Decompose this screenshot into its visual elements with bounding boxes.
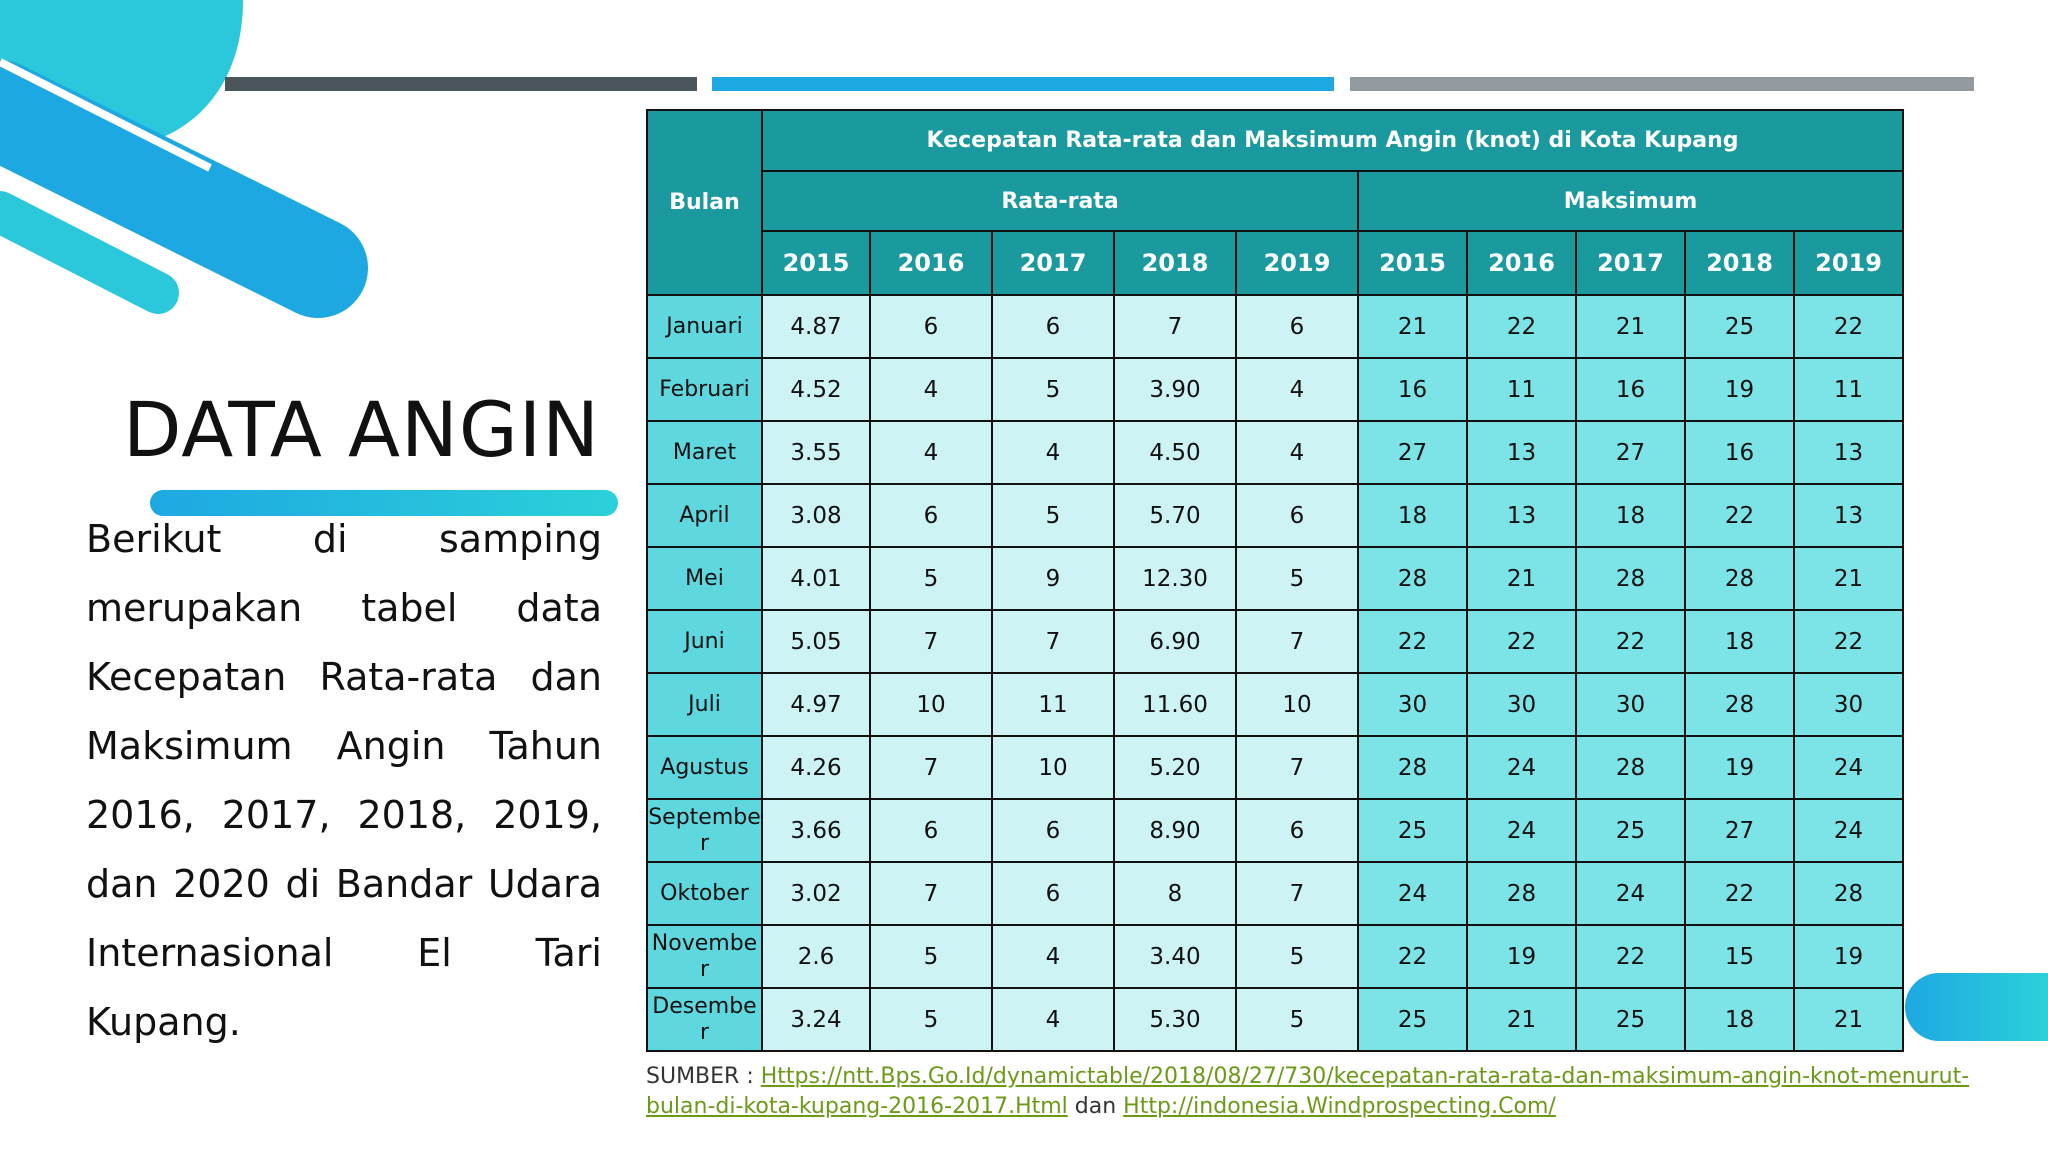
max-value-cell: 19 — [1794, 925, 1903, 988]
avg-value-cell: 4 — [870, 421, 992, 484]
max-value-cell: 19 — [1685, 736, 1794, 799]
page-title: DATA ANGIN — [123, 385, 600, 474]
avg-value-cell: 5 — [1236, 988, 1358, 1051]
max-value-cell: 30 — [1358, 673, 1467, 736]
avg-value-cell: 7 — [870, 736, 992, 799]
avg-value-cell: 8.90 — [1114, 799, 1236, 862]
year-header-max-2017: 2017 — [1576, 231, 1685, 295]
max-value-cell: 25 — [1576, 988, 1685, 1051]
table-row — [647, 295, 1903, 358]
avg-value-cell: 3.55 — [762, 421, 870, 484]
source-link-bps[interactable]: Https://ntt.Bps.Go.Id/dynamictable/2018/08/27/730/kecepatan-rata-rata-dan-maksimum-angin-knot-menurut-bulan-di-kota-kupang-2016-2017.Html — [646, 1064, 1970, 1119]
max-value-cell: 22 — [1467, 295, 1576, 358]
avg-value-cell: 7 — [870, 862, 992, 925]
avg-value-cell: 6 — [870, 484, 992, 547]
avg-value-cell: 12.30 — [1114, 547, 1236, 610]
avg-value-cell: 4 — [1236, 358, 1358, 421]
max-value-cell: 22 — [1358, 610, 1467, 673]
avg-value-cell: 6.90 — [1114, 610, 1236, 673]
table-row — [647, 799, 1903, 862]
avg-value-cell: 5.20 — [1114, 736, 1236, 799]
max-value-cell: 22 — [1467, 610, 1576, 673]
month-cell: Oktober — [647, 862, 762, 925]
max-value-cell: 24 — [1576, 862, 1685, 925]
max-value-cell: 21 — [1576, 295, 1685, 358]
max-value-cell: 25 — [1358, 799, 1467, 862]
max-value-cell: 24 — [1467, 736, 1576, 799]
max-value-cell: 13 — [1467, 484, 1576, 547]
max-value-cell: 27 — [1685, 799, 1794, 862]
max-value-cell: 16 — [1685, 421, 1794, 484]
max-value-cell: 11 — [1794, 358, 1903, 421]
header-bar-gray — [1350, 77, 1974, 91]
max-value-cell: 19 — [1467, 925, 1576, 988]
month-cell: September — [647, 799, 762, 862]
max-value-cell: 19 — [1685, 358, 1794, 421]
description-text: Berikut di samping merupakan tabel data Kecepatan Rata-rata dan Maksimum Angin Tahun 2016, 2017, 2018, 2019, dan 2020 di Bandar Udara Internasional El Tari Kupang. — [86, 517, 602, 1044]
avg-value-cell: 9 — [992, 547, 1114, 610]
avg-value-cell: 5.70 — [1114, 484, 1236, 547]
source-connector: dan — [1067, 1094, 1124, 1119]
year-header-avg-2019: 2019 — [1236, 231, 1358, 295]
avg-value-cell: 6 — [992, 295, 1114, 358]
avg-value-cell: 6 — [992, 799, 1114, 862]
avg-value-cell: 7 — [992, 610, 1114, 673]
max-value-cell: 21 — [1467, 547, 1576, 610]
max-value-cell: 22 — [1576, 610, 1685, 673]
month-cell: Januari — [647, 295, 762, 358]
max-value-cell: 28 — [1358, 736, 1467, 799]
max-value-cell: 18 — [1685, 610, 1794, 673]
avg-value-cell: 5 — [870, 547, 992, 610]
decorative-pill-bottom-right — [1905, 973, 2048, 1041]
avg-value-cell: 7 — [1236, 610, 1358, 673]
avg-value-cell: 7 — [1236, 862, 1358, 925]
avg-value-cell: 5 — [870, 988, 992, 1051]
year-header-max-2016: 2016 — [1467, 231, 1576, 295]
table-title: Kecepatan Rata-rata dan Maksimum Angin (knot) di Kota Kupang — [762, 110, 1903, 171]
max-value-cell: 22 — [1576, 925, 1685, 988]
month-cell: November — [647, 925, 762, 988]
max-value-cell: 30 — [1576, 673, 1685, 736]
max-value-cell: 25 — [1358, 988, 1467, 1051]
avg-value-cell: 3.90 — [1114, 358, 1236, 421]
max-value-cell: 27 — [1576, 421, 1685, 484]
max-value-cell: 22 — [1685, 484, 1794, 547]
max-value-cell: 11 — [1467, 358, 1576, 421]
max-value-cell: 28 — [1794, 862, 1903, 925]
max-value-cell: 30 — [1467, 673, 1576, 736]
avg-value-cell: 5 — [992, 484, 1114, 547]
avg-value-cell: 3.08 — [762, 484, 870, 547]
max-value-cell: 18 — [1358, 484, 1467, 547]
avg-value-cell: 4.97 — [762, 673, 870, 736]
avg-value-cell: 5 — [1236, 925, 1358, 988]
table-row — [647, 547, 1903, 610]
table-row — [647, 736, 1903, 799]
max-value-cell: 25 — [1685, 295, 1794, 358]
avg-value-cell: 10 — [870, 673, 992, 736]
max-value-cell: 13 — [1794, 421, 1903, 484]
avg-value-cell: 4 — [992, 988, 1114, 1051]
max-value-cell: 13 — [1467, 421, 1576, 484]
avg-value-cell: 8 — [1114, 862, 1236, 925]
avg-value-cell: 4 — [870, 358, 992, 421]
avg-value-cell: 3.02 — [762, 862, 870, 925]
avg-value-cell: 10 — [992, 736, 1114, 799]
avg-value-cell: 3.24 — [762, 988, 870, 1051]
max-value-cell: 28 — [1685, 547, 1794, 610]
group-header-maximum: Maksimum — [1358, 171, 1903, 231]
avg-value-cell: 4 — [992, 925, 1114, 988]
max-value-cell: 24 — [1358, 862, 1467, 925]
year-header-max-2015: 2015 — [1358, 231, 1467, 295]
header-bar-blue — [712, 77, 1334, 91]
max-value-cell: 28 — [1685, 673, 1794, 736]
avg-value-cell: 6 — [1236, 799, 1358, 862]
table-row — [647, 484, 1903, 547]
max-value-cell: 18 — [1685, 988, 1794, 1051]
year-header-avg-2015: 2015 — [762, 231, 870, 295]
year-header-max-2018: 2018 — [1685, 231, 1794, 295]
table-row — [647, 673, 1903, 736]
max-value-cell: 24 — [1794, 736, 1903, 799]
avg-value-cell: 4 — [992, 421, 1114, 484]
avg-value-cell: 4.26 — [762, 736, 870, 799]
year-header-max-2019: 2019 — [1794, 231, 1903, 295]
max-value-cell: 30 — [1794, 673, 1903, 736]
table-row — [647, 610, 1903, 673]
max-value-cell: 27 — [1358, 421, 1467, 484]
year-header-avg-2017: 2017 — [992, 231, 1114, 295]
avg-value-cell: 6 — [1236, 484, 1358, 547]
max-value-cell: 22 — [1794, 610, 1903, 673]
decorative-shapes-top-left — [0, 0, 380, 330]
month-cell: Maret — [647, 421, 762, 484]
max-value-cell: 28 — [1467, 862, 1576, 925]
avg-value-cell: 4.01 — [762, 547, 870, 610]
avg-value-cell: 3.66 — [762, 799, 870, 862]
max-value-cell: 22 — [1794, 295, 1903, 358]
avg-value-cell: 11 — [992, 673, 1114, 736]
avg-value-cell: 10 — [1236, 673, 1358, 736]
max-value-cell: 22 — [1685, 862, 1794, 925]
avg-value-cell: 4.87 — [762, 295, 870, 358]
avg-value-cell: 4 — [1236, 421, 1358, 484]
table-row — [647, 358, 1903, 421]
avg-value-cell: 5.05 — [762, 610, 870, 673]
wind-speed-table — [646, 109, 1904, 1052]
source-link-windprospecting[interactable]: Http://indonesia.Windprospecting.Com/ — [1123, 1094, 1556, 1119]
table-row — [647, 862, 1903, 925]
month-cell: Juni — [647, 610, 762, 673]
year-header-avg-2016: 2016 — [870, 231, 992, 295]
avg-value-cell: 6 — [870, 295, 992, 358]
table-row — [647, 925, 1903, 988]
avg-value-cell: 2.6 — [762, 925, 870, 988]
header-bar-dark — [225, 77, 697, 91]
max-value-cell: 28 — [1358, 547, 1467, 610]
source-note — [646, 1062, 2026, 1122]
avg-value-cell: 5 — [1236, 547, 1358, 610]
max-value-cell: 16 — [1576, 358, 1685, 421]
max-value-cell: 22 — [1358, 925, 1467, 988]
max-value-cell: 28 — [1576, 547, 1685, 610]
avg-value-cell: 7 — [1236, 736, 1358, 799]
table-row — [647, 421, 1903, 484]
avg-value-cell: 7 — [870, 610, 992, 673]
max-value-cell: 21 — [1358, 295, 1467, 358]
year-header-avg-2018: 2018 — [1114, 231, 1236, 295]
table-row — [647, 988, 1903, 1051]
month-column-header: Bulan — [647, 110, 762, 295]
avg-value-cell: 3.40 — [1114, 925, 1236, 988]
max-value-cell: 18 — [1576, 484, 1685, 547]
month-cell: Desember — [647, 988, 762, 1051]
max-value-cell: 16 — [1358, 358, 1467, 421]
max-value-cell: 25 — [1576, 799, 1685, 862]
source-prefix: SUMBER : — [646, 1064, 761, 1089]
max-value-cell: 21 — [1794, 988, 1903, 1051]
avg-value-cell: 6 — [870, 799, 992, 862]
group-header-average: Rata-rata — [762, 171, 1358, 231]
max-value-cell: 24 — [1467, 799, 1576, 862]
avg-value-cell: 5.30 — [1114, 988, 1236, 1051]
month-cell: Juli — [647, 673, 762, 736]
month-cell: Mei — [647, 547, 762, 610]
max-value-cell: 15 — [1685, 925, 1794, 988]
avg-value-cell: 4.50 — [1114, 421, 1236, 484]
avg-value-cell: 4.52 — [762, 358, 870, 421]
max-value-cell: 21 — [1794, 547, 1903, 610]
max-value-cell: 21 — [1467, 988, 1576, 1051]
month-cell: April — [647, 484, 762, 547]
avg-value-cell: 11.60 — [1114, 673, 1236, 736]
avg-value-cell: 6 — [992, 862, 1114, 925]
avg-value-cell: 6 — [1236, 295, 1358, 358]
avg-value-cell: 5 — [870, 925, 992, 988]
month-cell: Agustus — [647, 736, 762, 799]
avg-value-cell: 7 — [1114, 295, 1236, 358]
max-value-cell: 13 — [1794, 484, 1903, 547]
avg-value-cell: 5 — [992, 358, 1114, 421]
max-value-cell: 24 — [1794, 799, 1903, 862]
month-cell: Februari — [647, 358, 762, 421]
max-value-cell: 28 — [1576, 736, 1685, 799]
